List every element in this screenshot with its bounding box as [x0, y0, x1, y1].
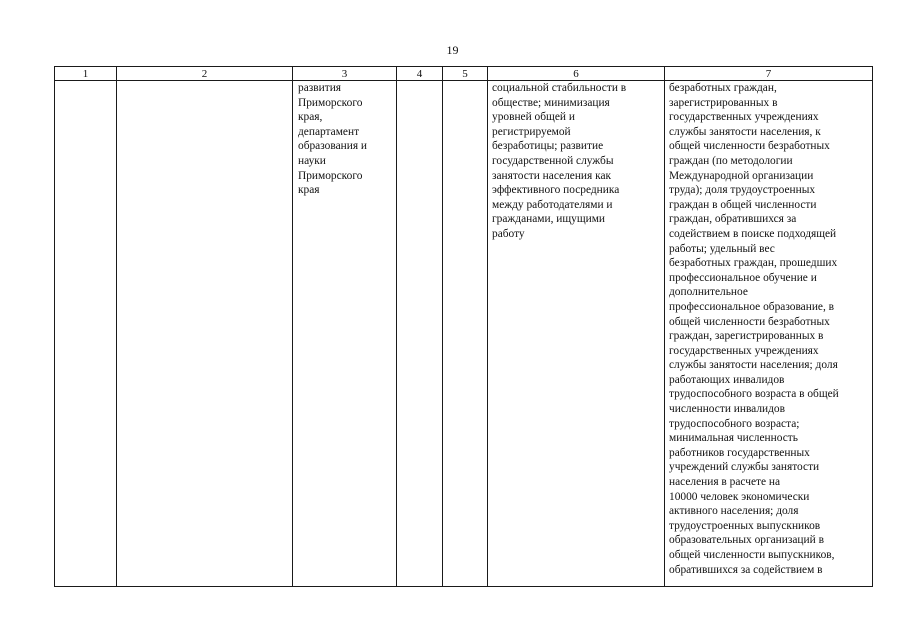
cell-col-4 — [397, 81, 443, 587]
column-header-2: 2 — [117, 67, 293, 81]
objectives-text: социальной стабильности в обществе; минимизация уровней общей и регистрируемой безработицы; развитие государственной службы занятости населения как эффективного посредника между работодателями и гражданами, ищущими работу — [492, 82, 627, 240]
cell-col-1 — [55, 81, 117, 587]
column-header-7: 7 — [665, 67, 873, 81]
cell-col-5 — [443, 81, 488, 587]
column-header-3: 3 — [293, 67, 397, 81]
column-header-5: 5 — [443, 67, 488, 81]
column-header-1: 1 — [55, 67, 117, 81]
indicators-text: безработных граждан, зарегистрированных в государственных учреждениях службы занятости населения, к общей численности безработных граждан (по методологии Международной организации труда); доля трудоустроенных граждан в общей численности граждан, обратившихся за содействием в поиске подходящей работы; удельный вес безработных граждан, прошедших профессиональное обучение и дополнительное профессиональное образование, в общей численности безработных граждан, зарегистрированных в государственных учреждениях службы занятости населения; доля работающих инвалидов трудоспособного возраста в общей численности инвалидов трудоспособного возраста; минимальная численность работников государственных учреждений службы занятости населения в расчете на 10000 человек экономически активного населения; доля трудоустроенных выпускников образовательных организаций в общей численности выпускников, обратившихся за содействием в — [669, 82, 839, 576]
responsible-executors-text: развития Приморского края, департамент образования и науки Приморского края — [298, 82, 368, 197]
table-row — [55, 81, 873, 587]
table-header-row — [55, 67, 873, 81]
cell-col-7 — [665, 81, 873, 587]
column-header-4: 4 — [397, 67, 443, 81]
cell-col-6 — [488, 81, 665, 587]
cell-col-2 — [117, 81, 293, 587]
cell-col-3 — [293, 81, 397, 587]
page-number: 19 — [446, 43, 459, 57]
document-table — [54, 66, 873, 587]
column-header-6: 6 — [488, 67, 665, 81]
